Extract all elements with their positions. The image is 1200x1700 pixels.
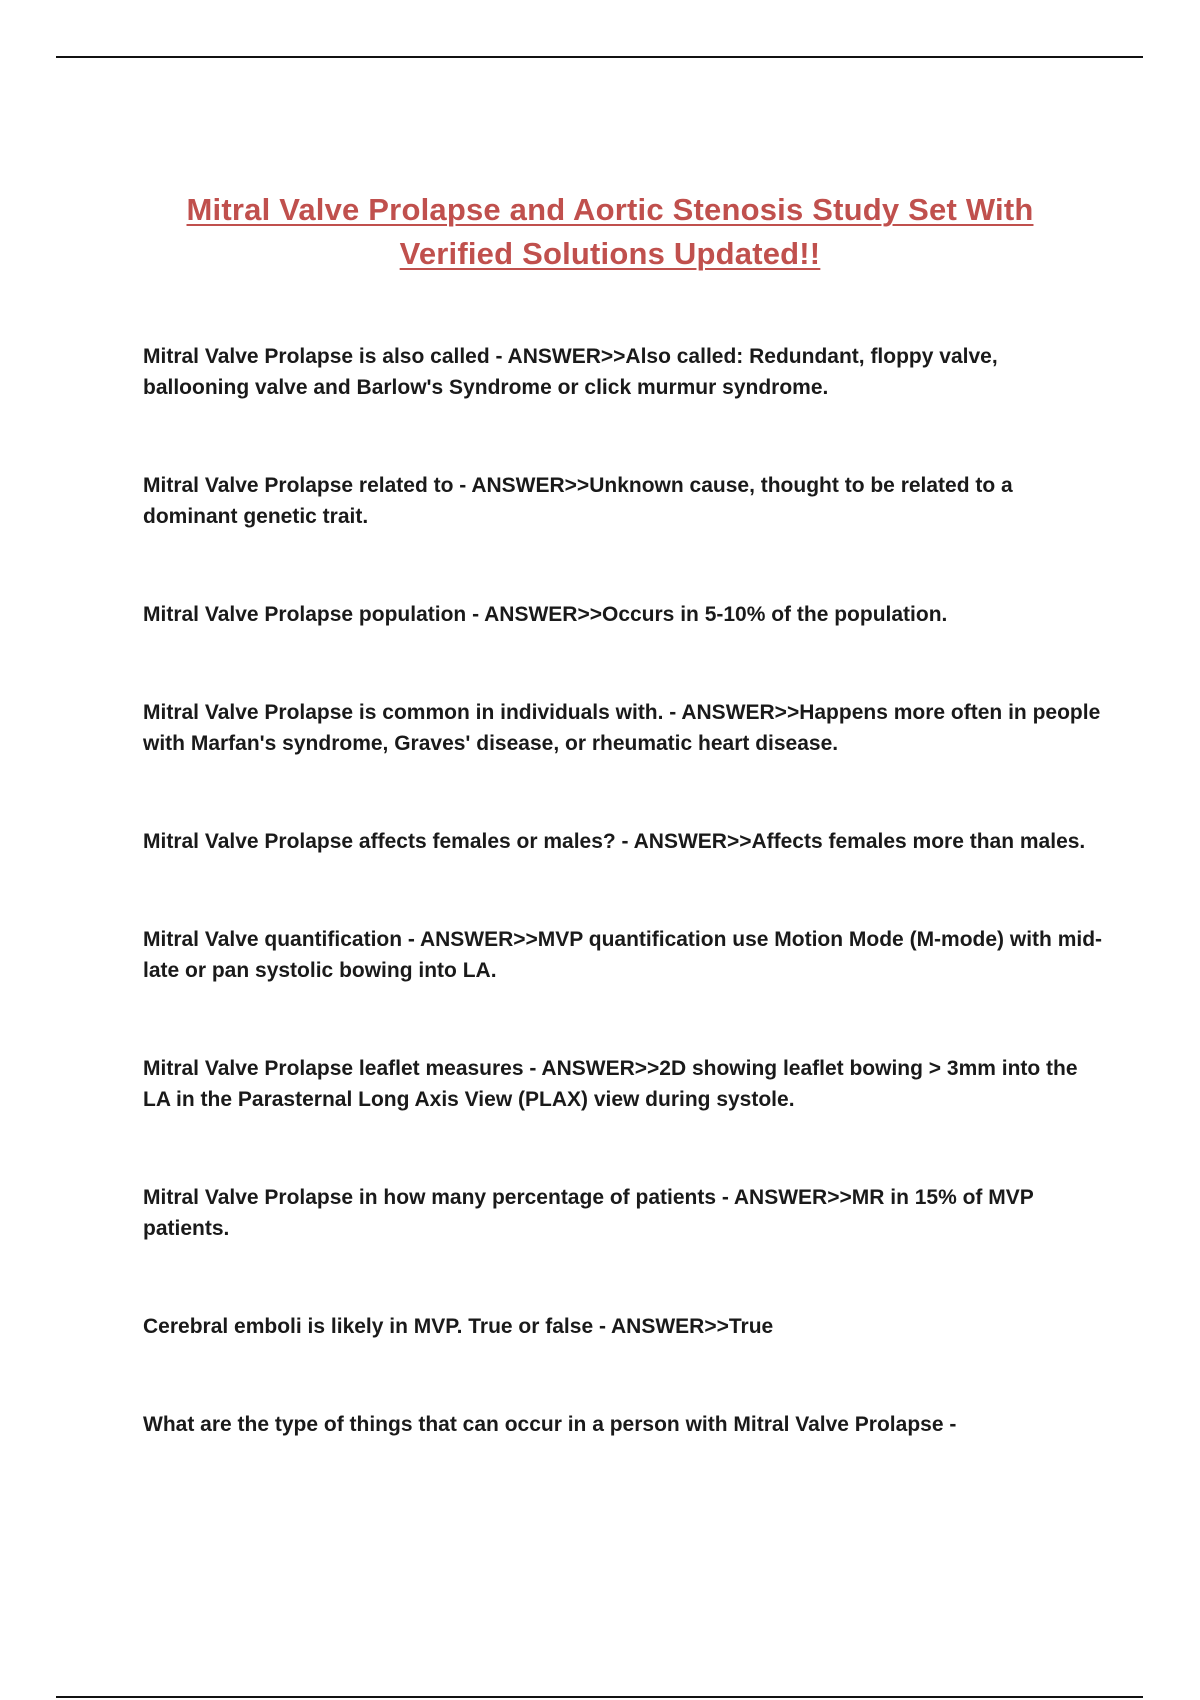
qa-item: Mitral Valve Prolapse population - ANSWER>>Occurs in 5-10% of the population. bbox=[143, 603, 948, 626]
qa-item: Mitral Valve Prolapse related to - ANSWER>>Unknown cause, thought to be related to a dominant genetic trait. bbox=[143, 474, 1013, 528]
title-line-1: Mitral Valve Prolapse and Aortic Stenosis Study Set With bbox=[186, 192, 1034, 227]
qa-item: Mitral Valve Prolapse in how many percentage of patients - ANSWER>>MR in 15% of MVP patients. bbox=[143, 1186, 1034, 1240]
qa-item: Mitral Valve Prolapse affects females or males? - ANSWER>>Affects females more than males. bbox=[143, 830, 1086, 853]
bottom-rule bbox=[56, 1696, 1143, 1698]
qa-item: What are the type of things that can occur in a person with Mitral Valve Prolapse - bbox=[143, 1413, 957, 1436]
title-line-2: Verified Solutions Updated!! bbox=[399, 236, 821, 271]
qa-list bbox=[143, 341, 1103, 1507]
qa-item: Mitral Valve Prolapse is also called - ANSWER>>Also called: Redundant, floppy valve, ballooning valve and Barlow's Syndrome or click murmur syndrome. bbox=[143, 345, 998, 399]
qa-item: Cerebral emboli is likely in MVP. True or false - ANSWER>>True bbox=[143, 1315, 774, 1338]
qa-item: Mitral Valve quantification - ANSWER>>MVP quantification use Motion Mode (M-mode) with mid-late or pan systolic bowing into LA. bbox=[143, 928, 1103, 982]
top-rule bbox=[56, 56, 1143, 58]
qa-item: Mitral Valve Prolapse leaflet measures - ANSWER>>2D showing leaflet bowing > 3mm into the LA in the Parasternal Long Axis View (PLAX) view during systole. bbox=[143, 1057, 1078, 1111]
qa-item: Mitral Valve Prolapse is common in individuals with. - ANSWER>>Happens more often in people with Marfan's syndrome, Graves' disease, or rheumatic heart disease. bbox=[143, 701, 1101, 755]
document-title bbox=[110, 188, 1110, 276]
